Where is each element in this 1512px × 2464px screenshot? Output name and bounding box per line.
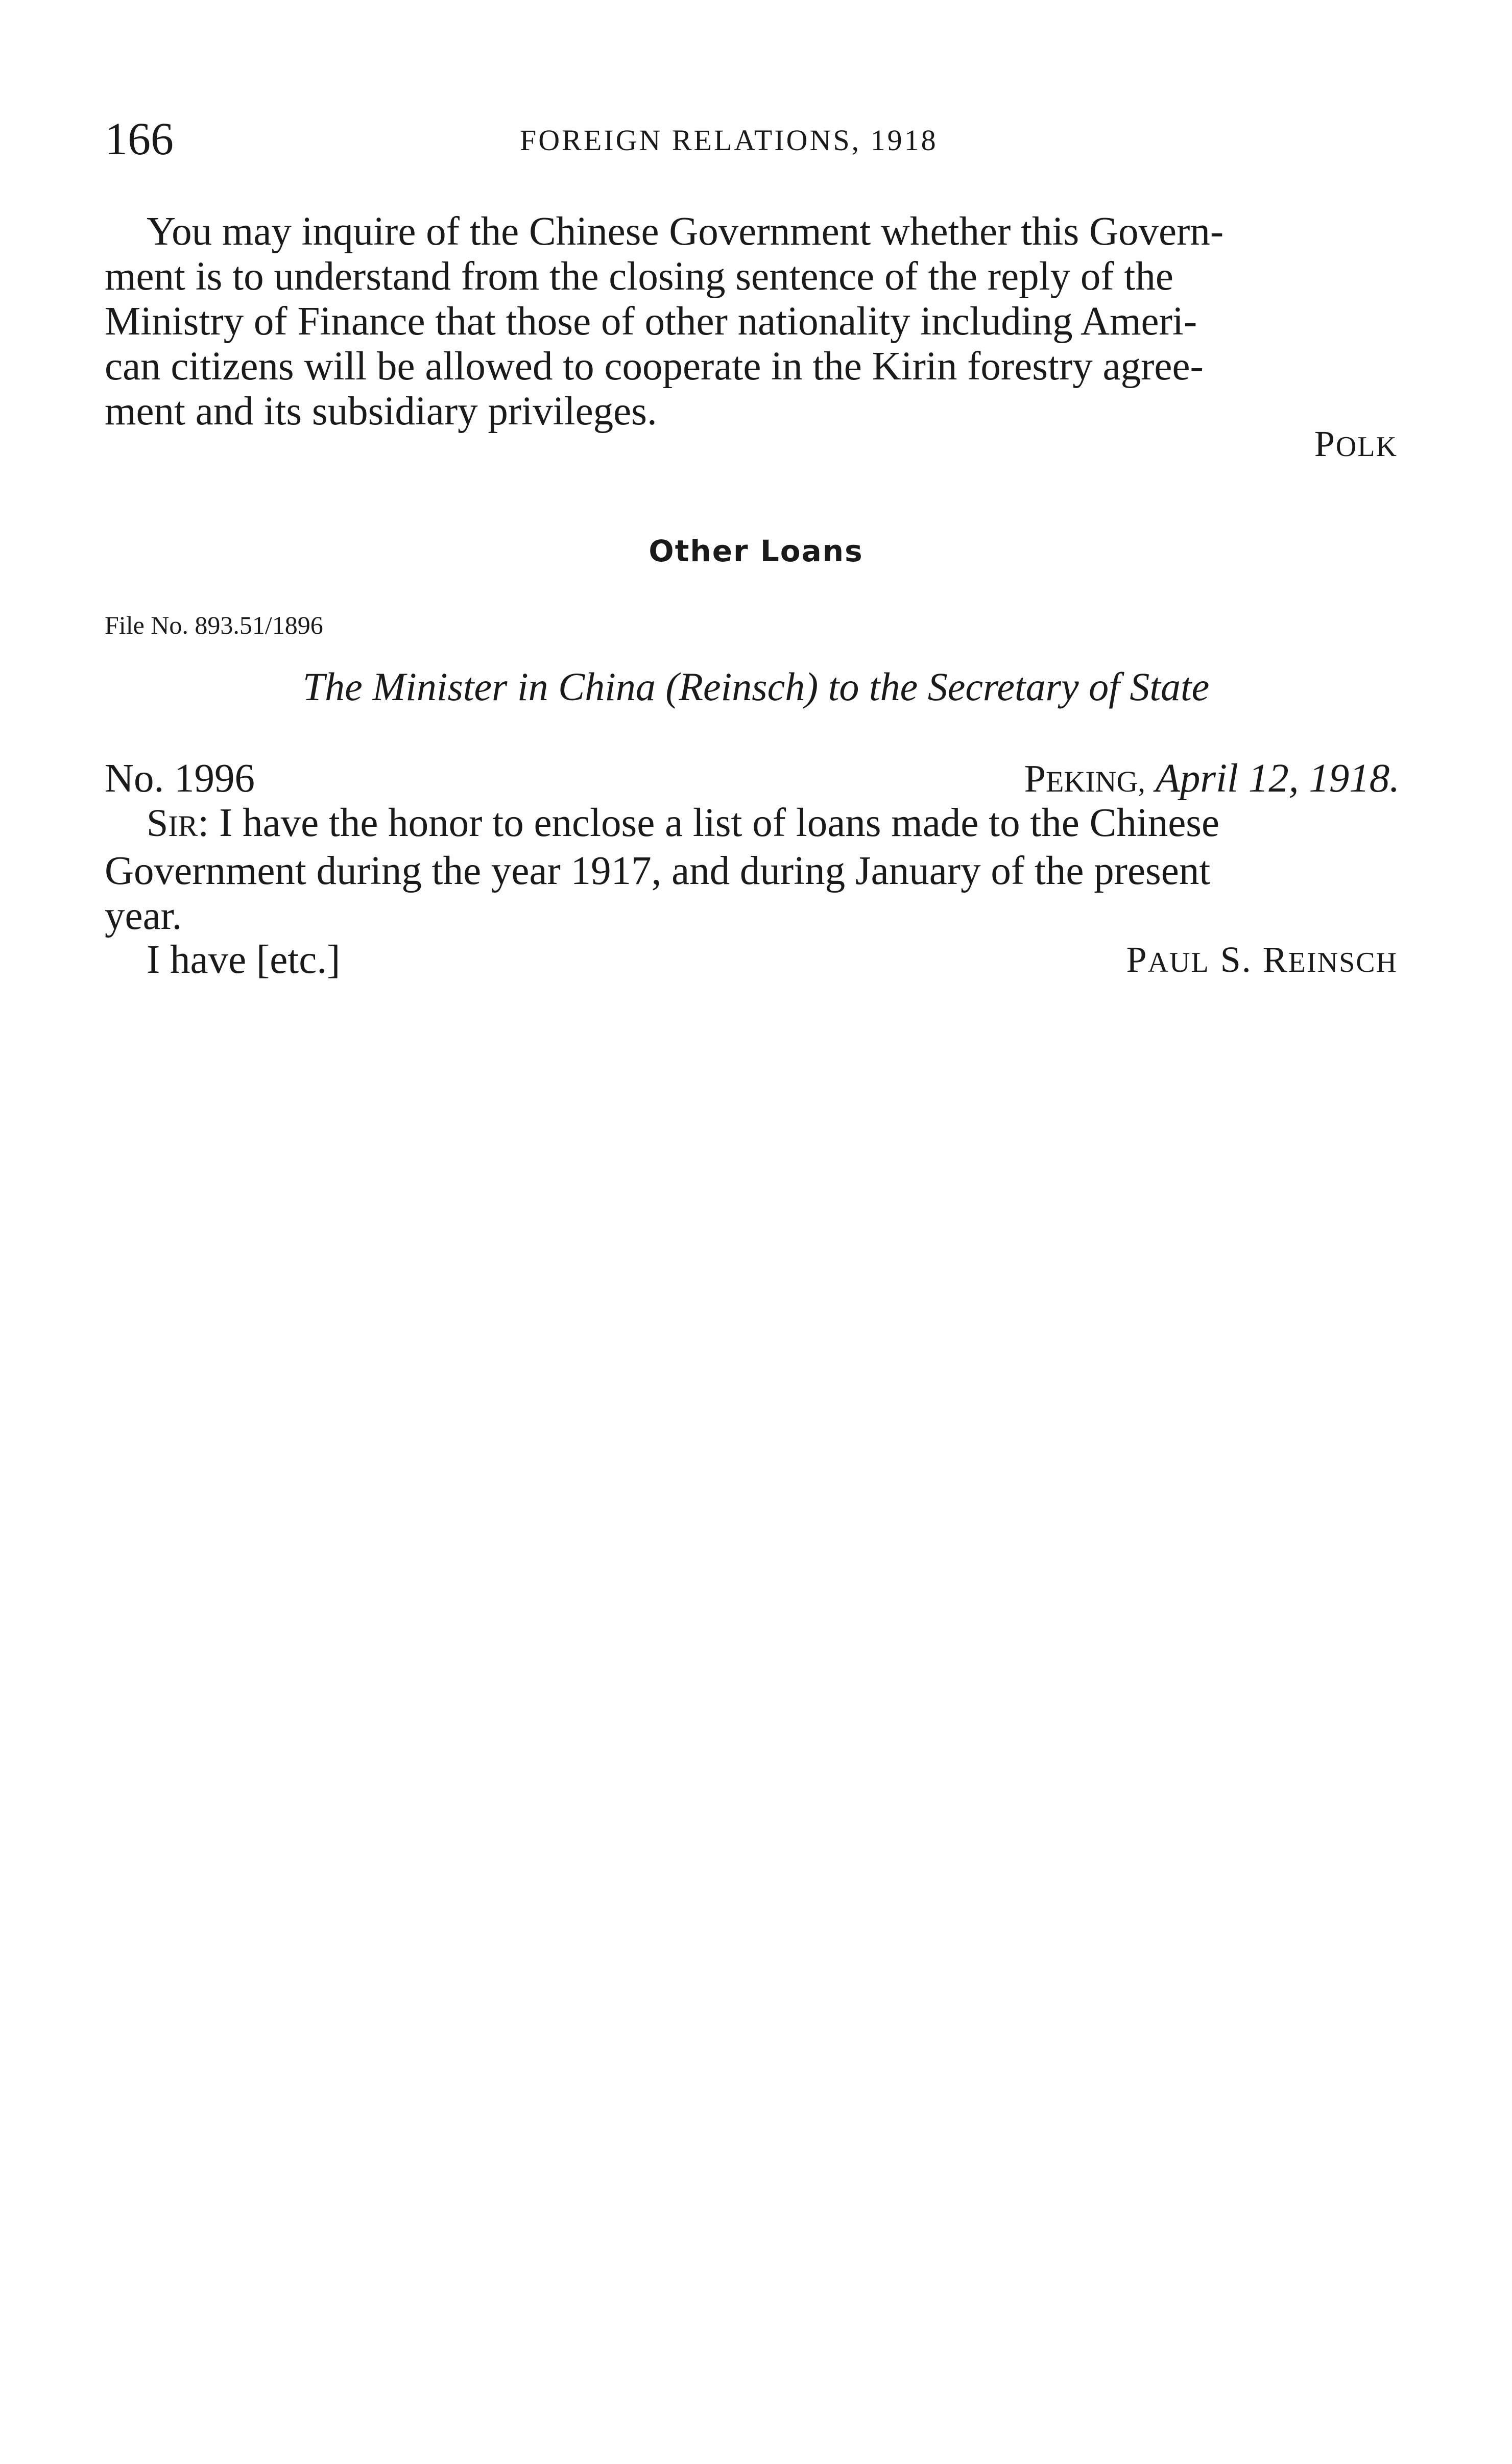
page-number: 166: [105, 114, 174, 164]
signature-rest: OLK: [1335, 431, 1398, 463]
signer-first-initial: P: [1126, 939, 1148, 980]
paragraph-line: ment is to understand from the closing sentence of the reply of the: [105, 254, 1173, 299]
place-initial: P: [1024, 757, 1046, 800]
document-title: The Minister in China (Reinsch) to the Secretary of State: [302, 664, 1210, 709]
signer-last-rest: EINSCH: [1288, 947, 1398, 978]
signer-first-rest: AUL: [1147, 947, 1210, 978]
signer-last-initial: R: [1262, 939, 1288, 980]
dateline-place: [1024, 756, 1145, 801]
file-number: File No. 893.51/1896: [105, 611, 323, 639]
dateline: [1024, 756, 1400, 802]
paragraph-line: ment and its subsidiary privileges.: [105, 389, 657, 434]
signature-initial: P: [1314, 423, 1336, 464]
body-paragraph-2: [105, 801, 1432, 939]
salutation-initial: S: [147, 802, 169, 845]
paragraph-line: can citizens will be allowed to cooperate in the Kirin forestry agree-: [105, 344, 1204, 389]
salutation-rest: IR: [168, 809, 198, 843]
section-heading: Other Loans: [649, 534, 863, 568]
signature-polk: [1314, 423, 1398, 465]
paragraph-line: year.: [105, 894, 182, 938]
signer-middle: S.: [1220, 939, 1252, 980]
place-rest: EKING,: [1045, 765, 1145, 798]
paragraph-text: I have the honor to enclose a list of loans made to the Chinese: [219, 801, 1220, 845]
body-paragraph-1: [105, 209, 1432, 434]
running-title: FOREIGN RELATIONS, 1918: [520, 124, 938, 157]
salutation-colon: :: [198, 801, 209, 845]
paragraph-line: You may inquire of the Chinese Government whether this Govern-: [147, 209, 1224, 254]
salutation: [147, 801, 209, 845]
dateline-date: April 12, 1918.: [1155, 756, 1400, 801]
signer: [1126, 937, 1398, 982]
paragraph-line: Ministry of Finance that those of other nationality including Ameri-: [105, 299, 1197, 344]
paragraph-line: Government during the year 1917, and during January of the present: [105, 849, 1211, 893]
letter-number: No. 1996: [105, 756, 255, 801]
paragraph-line: [105, 801, 1432, 849]
closing: I have [etc.]: [147, 938, 341, 982]
